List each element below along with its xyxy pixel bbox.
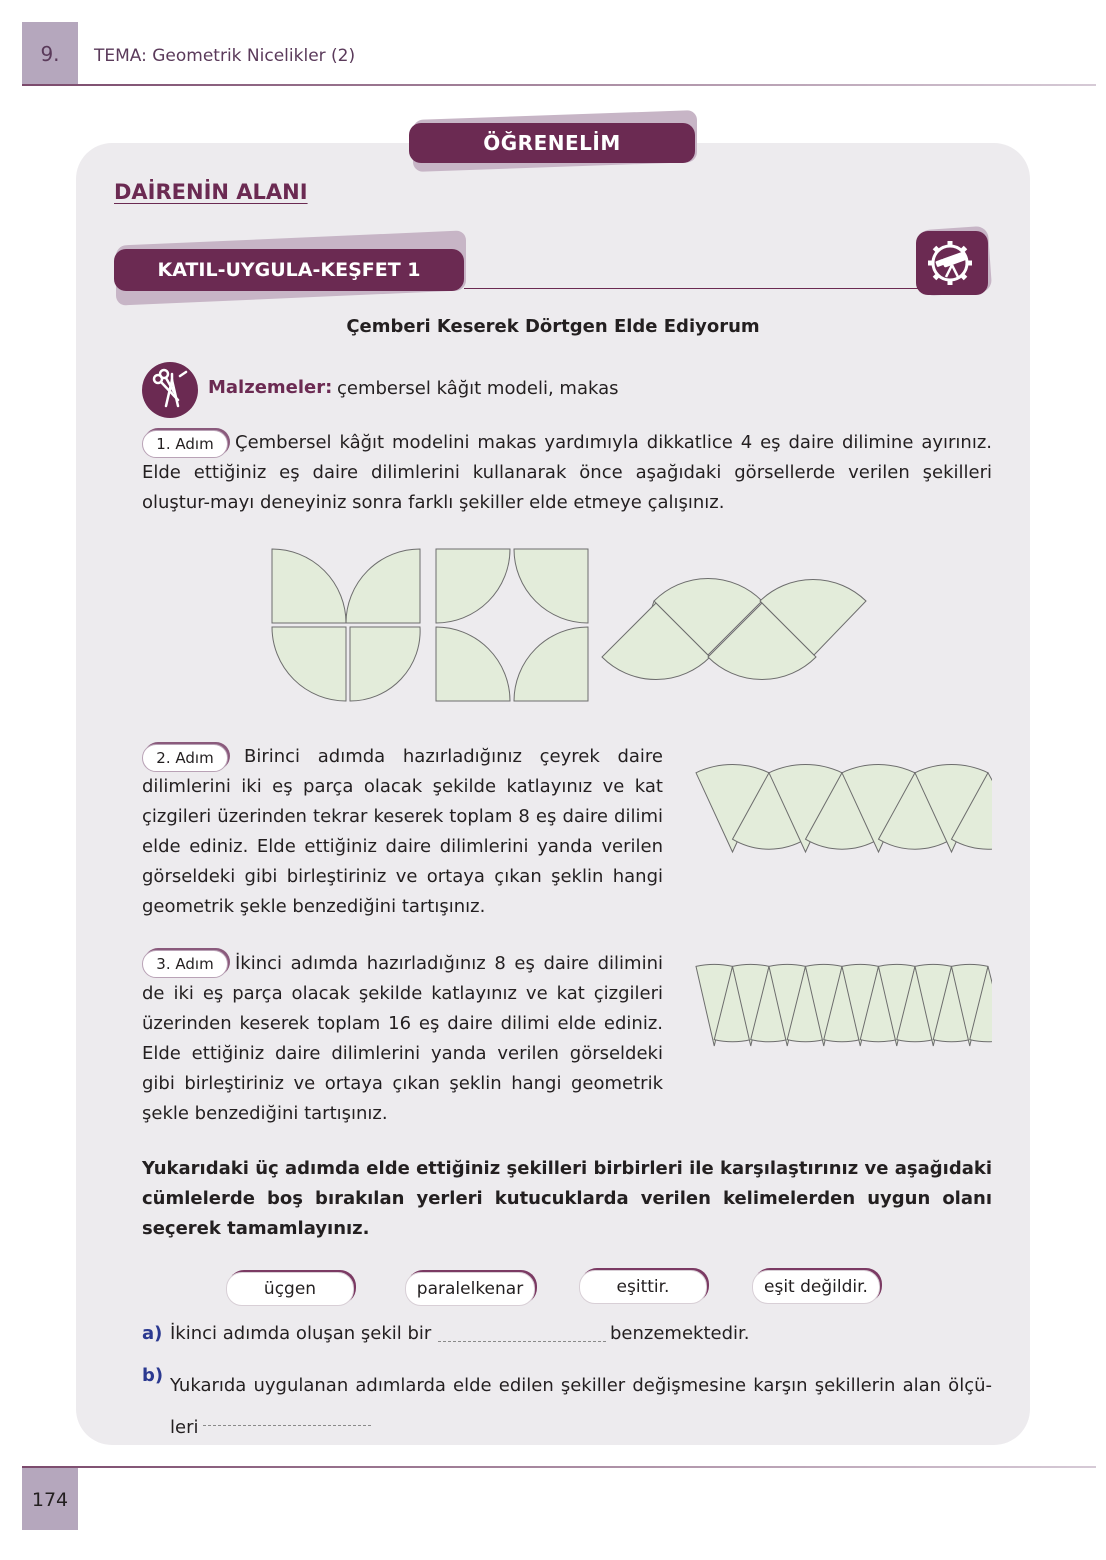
word-option-ucgen[interactable]: üçgen — [226, 1272, 354, 1306]
sixteen-sector-parallelogram-figure — [692, 956, 992, 1050]
word-option-esit-degildir[interactable]: eşit değildir. — [752, 1270, 880, 1304]
step-3-label: 3. Adım — [142, 950, 228, 978]
instruction-text: Yukarıdaki üç adımda elde ettiğiniz şekilleri birbirleri ile karşılaştırınız ve aşağıdaki cümlelerde boş bırakılan yerleri kutucuklarda verilen kelimelerden uygun olanı seçerek tamamlayınız. — [142, 1158, 992, 1239]
question-a-blank[interactable] — [438, 1340, 606, 1342]
gear-telescope-icon — [916, 231, 988, 295]
header-divider — [22, 84, 1096, 86]
step-1-label: 1. Adım — [142, 430, 228, 458]
theme-title: TEMA: Geometrik Nicelikler (2) — [94, 46, 356, 66]
step-2-text: Birinci adımda hazırladığınız çeyrek daire dilimlerini iki eş parça olacak şekilde katlayınız ve kat çizgileri üzerinden tekrar keserek toplam 8 eş daire dilimi elde ediniz. Elde ettiğiniz daire dilimlerini yanda verilen görseldeki gibi birleştiriniz ve ortaya çıkan şeklin hangi geometrik şekle benzediğini tartışınız. — [142, 746, 663, 917]
activity-badge — [916, 231, 988, 295]
word-option-esittir[interactable]: eşittir. — [579, 1270, 707, 1304]
question-a-text: İkinci adımda oluşan şekil bir — [170, 1323, 432, 1344]
materials-text: çembersel kâğıt modeli, makas — [337, 378, 619, 399]
question-b-text: Yukarıda uygulanan adımlarda elde edilen şekiller değişmesine karşın şekillerin alan ölçü-leri — [170, 1375, 992, 1438]
page-number: 174 — [31, 1489, 69, 1511]
quarter-circle-arrangements-figure — [268, 545, 868, 705]
question-b-letter: b) — [142, 1365, 164, 1386]
step-2-label: 2. Adım — [142, 744, 228, 772]
question-b-blank[interactable] — [203, 1424, 371, 1426]
eight-sector-parallelogram-figure — [692, 756, 992, 856]
step-1-text: Çembersel kâğıt modelini makas yardımıyla dikkatlice 4 eş daire dilimine ayırınız. Elde ettiğiniz eş daire dilimlerini kullanarak önce aşağıdaki görsellerde verilen şekilleri oluştur-mayı deneyiniz sonra farklı şekiller elde etmeye çalışınız. — [142, 432, 992, 513]
question-a-text-end: benzemektedir. — [610, 1323, 750, 1344]
activity-ribbon: KATIL-UYGULA-KEŞFET 1 — [114, 249, 464, 291]
unit-number: 9. — [40, 42, 60, 66]
activity-title: Çemberi Keserek Dörtgen Elde Ediyorum — [346, 316, 760, 337]
step-3-text: İkinci adımda hazırladığınız 8 eş daire dilimini de iki eş parça olacak şekilde katlayınız ve kat çizgileri üzerinden keserek toplam 16 eş daire dilimi elde ediniz. Elde ettiğiniz daire dilimlerini yanda verilen görseldeki gibi birleştiriniz ve ortaya çıkan şeklin hangi geometrik şekle benzediğini tartışınız. — [142, 953, 663, 1124]
section-title: DAİRENİN ALANI — [114, 180, 308, 204]
activity-divider — [464, 288, 924, 289]
ogrenelim-ribbon: ÖĞRENELİM — [409, 123, 695, 163]
footer-divider — [22, 1466, 1096, 1468]
scissors-compass-icon — [142, 362, 198, 418]
materials-label: Malzemeler: — [208, 377, 333, 398]
question-a-letter: a) — [142, 1323, 163, 1344]
word-option-paralelkenar[interactable]: paralelkenar — [405, 1272, 535, 1306]
